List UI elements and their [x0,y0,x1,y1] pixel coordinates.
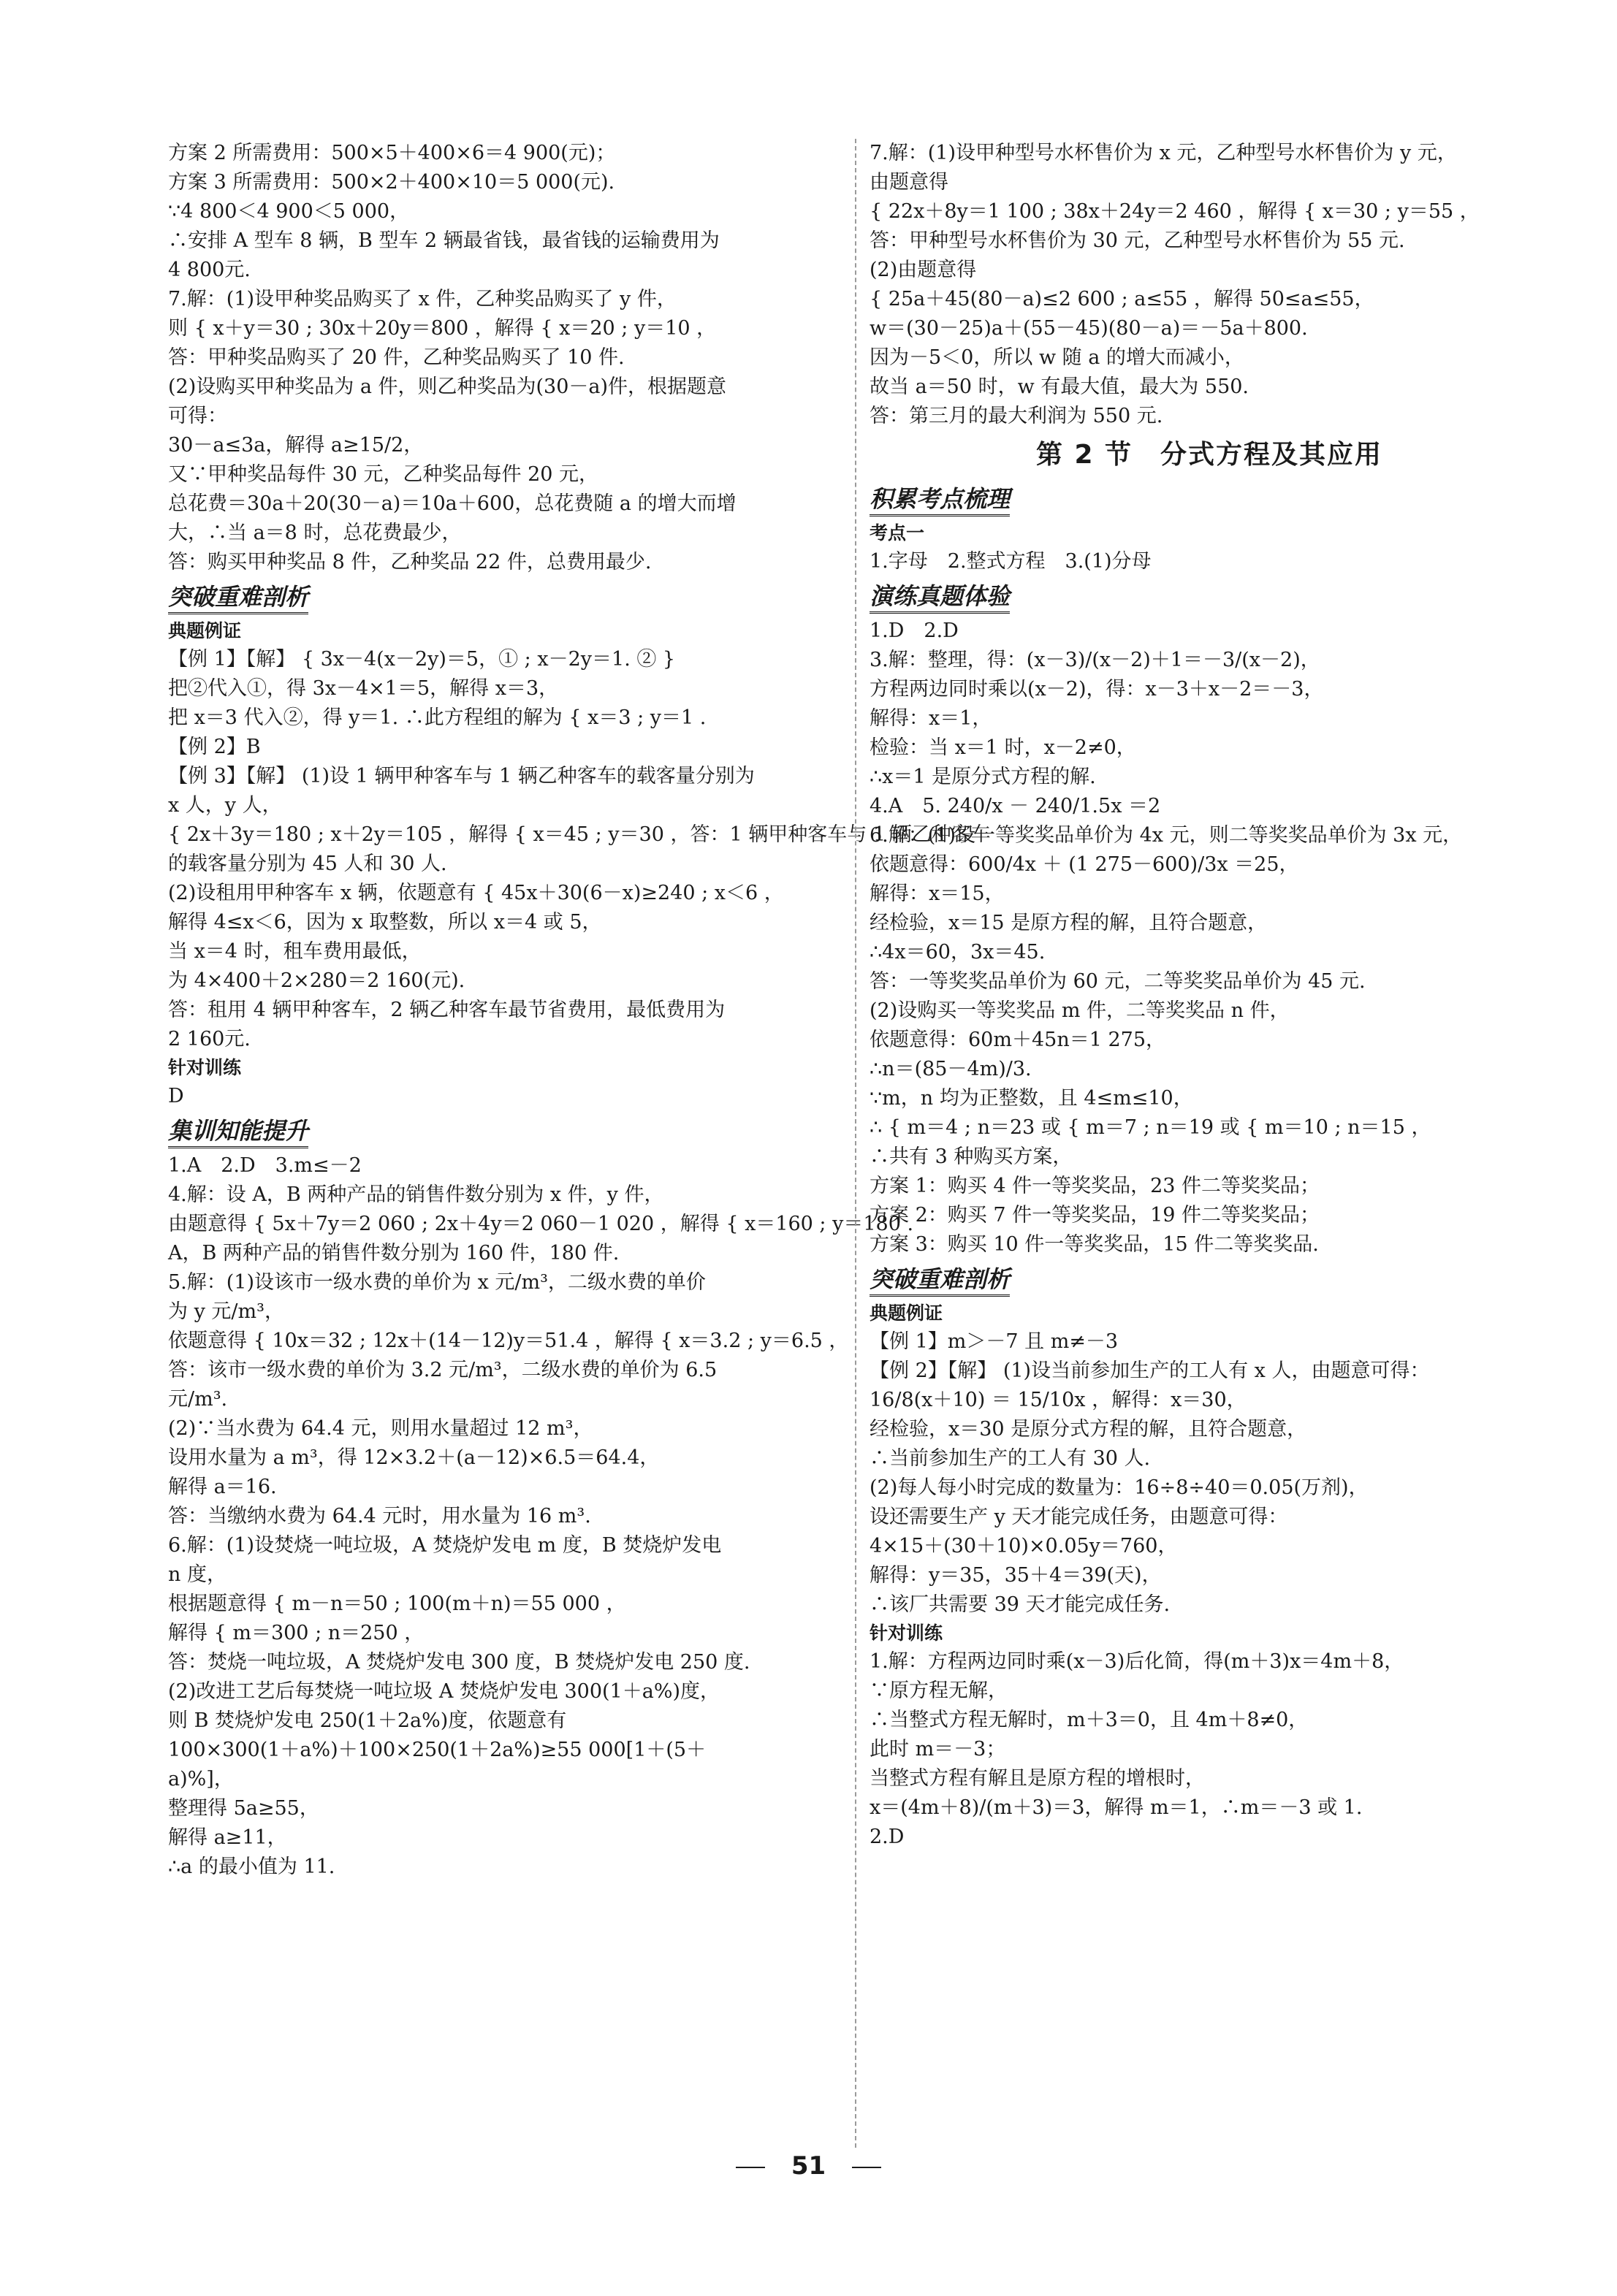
subsection-label: 考点一 [870,522,925,544]
text-line: 可得： [168,405,227,427]
text-line: 设用水量为 a m³，得 12×3.2＋(a－12)×6.5＝64.4， [168,1446,660,1469]
text-line: ∴4x＝60，3x＝45. [870,941,1046,964]
text-line: 依题意得 { 10x＝32 ; 12x＋(14－12)y＝51.4 ，解得 { x＝3.2 ; y＝6.5 ， [168,1330,849,1352]
text-line: 2 160元. [168,1028,251,1050]
text-line: w＝(30－25)a＋(55－45)(80－a)＝－5a＋800. [870,317,1308,340]
subsection-label: 典题例证 [870,1303,943,1324]
page-number-footer [0,2151,1617,2181]
text-line: 解得 4≤x＜6，因为 x 取整数，所以 x＝4 或 5， [168,911,602,934]
footer-dash-left [736,2167,765,2168]
text-line: 4 800元. [168,259,251,281]
text-line: 则 { x＋y＝30 ; 30x＋20y＝800 ，解得 { x＝20 ; y＝10 ， [168,317,717,340]
text-line: 大，∴当 a＝8 时，总花费最少， [168,522,462,544]
text-line: 方程两边同时乘以(x－2)，得：x－3＋x－2＝－3， [870,678,1324,701]
text-line: 检验：当 x＝1 时，x－2≠0， [870,736,1136,759]
text-line: 30－a≤3a，解得 a≥15/2， [168,434,424,457]
section-heading: 突破重难剖析 [168,581,308,614]
footer-dash-right [852,2167,881,2168]
text-line: 方案 3 所需费用：500×2＋400×10＝5 000(元). [168,171,615,194]
text-line: 4.A 5. 240/x － 240/1.5x ＝2 [870,795,1161,817]
text-line: 元/m³. [168,1388,228,1411]
text-line: 方案 1：购买 4 件一等奖奖品，23 件二等奖奖品； [870,1175,1320,1197]
text-line: 当整式方程有解且是原方程的增根时， [870,1767,1205,1790]
text-line: ∵m，n 均为正整数，且 4≤m≤10， [870,1087,1193,1110]
text-line: { 25a＋45(80－a)≤2 600 ; a≤55 ，解得 50≤a≤55， [870,288,1374,310]
text-line: 解得 a＝16. [168,1476,277,1498]
text-line: 经检验，x＝30 是原分式方程的解，且符合题意， [870,1418,1307,1441]
text-line: 答：当缴纳水费为 64.4 元时，用水量为 16 m³. [168,1505,591,1528]
section-heading: 突破重难剖析 [870,1264,1010,1297]
text-line: ∵4 800＜4 900＜5 000， [168,200,410,223]
text-line: 当 x＝4 时，租车费用最低， [168,940,422,963]
text-line: ∴共有 3 种购买方案， [870,1145,1073,1168]
text-line: 设还需要生产 y 天才能完成任务，由题意可得： [870,1506,1288,1528]
text-line: 依题意得：600/4x ＋ (1 275－600)/3x ＝25， [870,853,1299,876]
subsection-label: 典题例证 [168,620,242,641]
text-line: 此时 m＝－3； [870,1738,1006,1761]
text-line: a)%]， [168,1768,234,1790]
text-line: ∴当前参加生产的工人有 30 人. [870,1447,1151,1470]
text-line: 答：甲种型号水杯售价为 30 元，乙种型号水杯售价为 55 元. [870,229,1405,252]
text-line: 由题意得 [870,171,948,194]
text-line: x 人，y 人， [168,794,282,817]
text-line: 【例 3】【解】 (1)设 1 辆甲种客车与 1 辆乙种客车的载客量分别为 [168,765,755,787]
text-line: 整理得 5a≥55， [168,1797,319,1820]
text-line: 4×15＋(30＋10)×0.05y＝760， [870,1535,1178,1557]
text-line: 【例 2】【解】 (1)设当前参加生产的工人有 x 人，由题意可得： [870,1359,1430,1382]
text-line: x＝(4m＋8)/(m＋3)＝3，解得 m＝1，∴m＝－3 或 1. [870,1796,1363,1819]
text-line: 100×300(1＋a%)＋100×250(1＋2a%)≥55 000[1＋(5＋ [168,1739,707,1761]
text-line: 【例 2】B [168,736,261,758]
section-heading-row [168,1111,851,1151]
text-line: 因为－5＜0，所以 w 随 a 的增大而减小， [870,346,1244,369]
text-line: 答：甲种奖品购买了 20 件，乙种奖品购买了 10 件. [168,346,625,369]
text-line: 16/8(x＋10) ＝ 15/10x ，解得：x＝30， [870,1389,1247,1411]
text-line: ∴安排 A 型车 8 辆，B 型车 2 辆最省钱，最省钱的运输费用为 [168,229,720,252]
column-divider [855,139,856,2148]
text-line: 则 B 焚烧炉发电 250(1＋2a%)度，依题意有 [168,1709,567,1732]
text-line: 总花费＝30a＋20(30－a)＝10a＋600，总花费随 a 的增大而增 [168,492,737,515]
page-number: 51 [791,2151,826,2181]
section-heading: 积累考点梳理 [870,484,1010,516]
text-line: n 度， [168,1563,227,1586]
text-line: 方案 3：购买 10 件一等奖奖品，15 件二等奖奖品. [870,1233,1319,1256]
text-line: 经检验，x＝15 是原方程的解，且符合题意， [870,912,1268,934]
text-line: 方案 2：购买 7 件一等奖奖品，19 件二等奖奖品； [870,1204,1320,1227]
text-line: 解得：y＝35，35＋4＝39(天)， [870,1564,1162,1587]
text-line: (2)设租用甲种客车 x 辆，依题意有 { 45x＋30(6－x)≥240 ; x＜6 ， [168,882,784,904]
text-line: 1.字母 2.整式方程 3.(1)分母 [870,550,1152,573]
text-line: ∴ { m＝4 ; n＝23 或 { m＝7 ; n＝19 或 { m＝10 ; n＝15 ， [870,1116,1431,1139]
text-line: (2)改进工艺后每焚烧一吨垃圾 A 焚烧炉发电 300(1＋a%)度， [168,1680,720,1703]
text-line: { 2x＋3y＝180 ; x＋2y＝105 ，解得 { x＝45 ; y＝30 ，答：1 辆甲种客车与 1 辆乙种客车 [168,823,991,846]
subsection-label: 针对训练 [168,1057,242,1078]
text-line: ∴x＝1 是原分式方程的解. [870,766,1096,788]
text-line: 1.解：方程两边同时乘(x－3)后化简，得(m＋3)x＝4m＋8， [870,1650,1404,1673]
subsection-label: 针对训练 [870,1622,943,1644]
text-line: 为 y 元/m³， [168,1300,284,1323]
right-column [870,139,1549,1852]
text-line: 7.解：(1)设甲种型号水杯售价为 x 元，乙种型号水杯售价为 y 元， [870,142,1457,164]
text-line: 3.解：整理，得：(x－3)/(x－2)＋1＝－3/(x－2)， [870,649,1320,671]
text-line: 把 x＝3 代入②，得 y＝1. ∴此方程组的解为 { x＝3 ; y＝1 . [168,706,707,729]
text-line: ∴该厂共需要 39 天才能完成任务. [870,1593,1171,1616]
text-line: ∴a 的最小值为 11. [168,1856,335,1878]
text-line: 6.解：(1)设焚烧一吨垃圾，A 焚烧炉发电 m 度，B 焚烧炉发电 [168,1534,722,1557]
text-line: 的载客量分别为 45 人和 30 人. [168,853,447,875]
text-line: 根据题意得 { m－n＝50 ; 100(m＋n)＝55 000 ， [168,1593,626,1615]
text-line: 解得 { m＝300 ; n＝250 ， [168,1622,425,1644]
text-line: (2)每人每小时完成的数量为：16÷8÷40＝0.05(万剂)， [870,1476,1369,1499]
section-heading: 集训知能提升 [168,1115,308,1148]
section-heading-row [168,577,851,617]
section-heading-row [870,1259,1549,1300]
chapter-title: 第 2 节 分式方程及其应用 [1035,440,1383,470]
text-line: 答：第三月的最大利润为 550 元. [870,405,1163,427]
text-line: 答：租用 4 辆甲种客车，2 辆乙种客车最节省费用，最低费用为 [168,999,726,1021]
text-line: 把②代入①，得 3x－4×1＝5，解得 x＝3， [168,677,559,700]
text-line: 答：焚烧一吨垃圾，A 焚烧炉发电 300 度，B 焚烧炉发电 250 度. [168,1651,750,1674]
section-heading-row [870,479,1549,519]
text-line: (2)设购买甲种奖品为 a 件，则乙种奖品为(30－a)件，根据题意 [168,375,727,398]
text-line: 解得：x＝15， [870,882,1005,905]
text-line: 答：一等奖奖品单价为 60 元，二等奖奖品单价为 45 元. [870,970,1366,993]
text-line: 方案 2 所需费用：500×5＋400×6＝4 900(元)； [168,142,616,164]
section-heading-row [870,576,1549,617]
text-line: 解得 a≥11， [168,1826,287,1849]
text-line: D [168,1085,184,1107]
text-line: { 22x＋8y＝1 100 ; 38x＋24y＝2 460 ，解得 { x＝30 ; y＝55 ， [870,200,1480,223]
text-line: 2.D [870,1826,905,1848]
text-line: ∵原方程无解， [870,1679,1008,1702]
text-line: 5.解：(1)设该市一级水费的单价为 x 元/m³，二级水费的单价 [168,1271,706,1294]
text-line: 6.解：(1)设一等奖奖品单价为 4x 元，则二等奖奖品单价为 3x 元， [870,824,1463,847]
text-line: 为 4×400＋2×280＝2 160(元). [168,969,465,992]
text-line: (2)∵当水费为 64.4 元，则用水量超过 12 m³， [168,1417,593,1440]
text-line: 【例 1】m＞－7 且 m≠－3 [870,1330,1119,1353]
text-line: ∴当整式方程无解时，m＋3＝0，且 4m＋8≠0， [870,1709,1309,1731]
text-line: 又∵甲种奖品每件 30 元，乙种奖品每件 20 元， [168,463,599,486]
text-line: 答：该市一级水费的单价为 3.2 元/m³，二级水费的单价为 6.5 [168,1359,718,1381]
text-line: A，B 两种产品的销售件数分别为 160 件，180 件. [168,1242,620,1265]
text-line: (2)设购买一等奖奖品 m 件，二等奖奖品 n 件， [870,999,1290,1022]
section-heading: 演练真题体验 [870,581,1010,614]
text-line: 1.A 2.D 3.m≤－2 [168,1154,362,1177]
text-line: 【例 1】【解】 { 3x－4(x－2y)＝5，① ; x－2y＝1. ② } [168,648,676,671]
text-line: 依题意得：60m＋45n＝1 275， [870,1029,1165,1051]
text-line: 故当 a＝50 时，w 有最大值，最大为 550. [870,375,1249,398]
text-line: (2)由题意得 [870,259,977,281]
text-line: ∴n＝(85－4m)/3. [870,1058,1032,1080]
text-line: 答：购买甲种奖品 8 件，乙种奖品 22 件，总费用最少. [168,551,652,573]
text-line: 解得：x＝1， [870,707,992,730]
text-line: 7.解：(1)设甲种奖品购买了 x 件，乙种奖品购买了 y 件， [168,288,677,310]
text-line: 由题意得 { 5x＋7y＝2 060 ; 2x＋4y＝2 060－1 020 ，解得 { x＝160 ; y＝180 . [168,1213,914,1235]
text-line: 4.解：设 A，B 两种产品的销售件数分别为 x 件，y 件， [168,1183,664,1206]
text-line: 1.D 2.D [870,619,959,642]
